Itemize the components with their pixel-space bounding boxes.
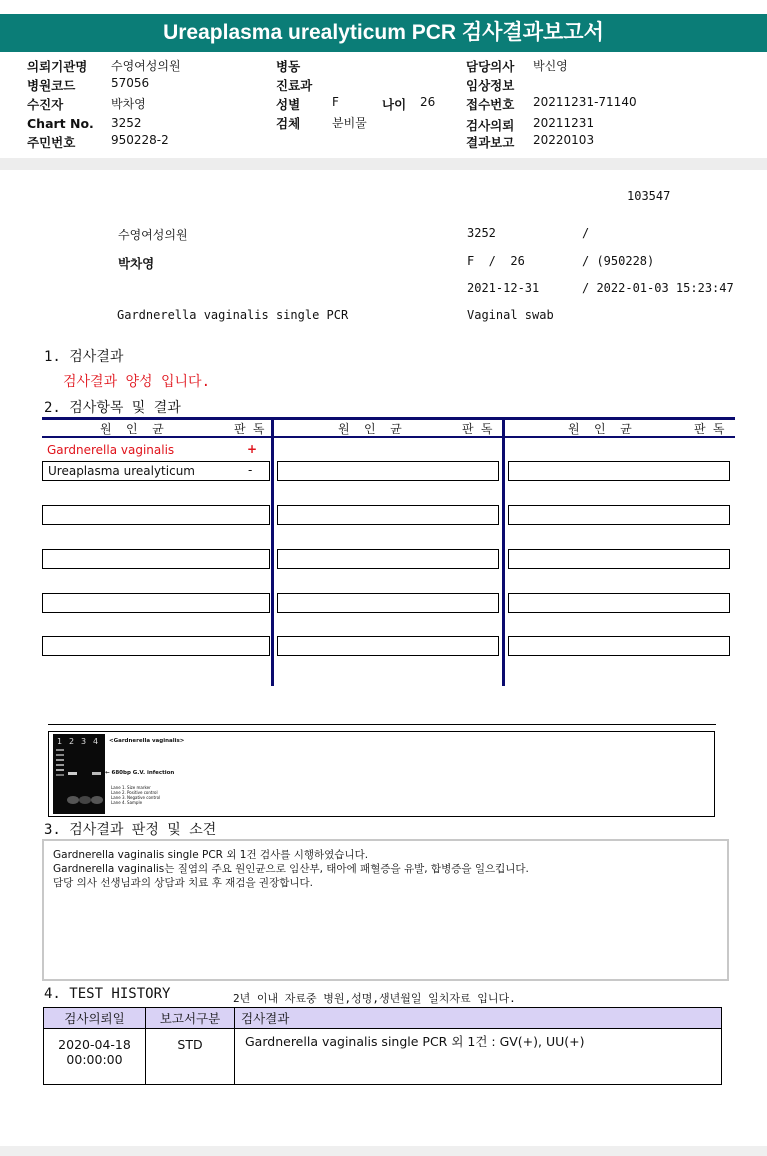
empty-cell [508,461,730,481]
empty-cell [508,549,730,569]
history-cell-date [44,1029,146,1085]
empty-cell [508,636,730,656]
section3-title: 3. 검사결과 판정 및 소견 [44,822,217,838]
empty-cell [277,593,499,613]
gel-electrophoresis-image [53,734,105,814]
empty-cell [42,636,270,656]
info-patient: 박차영 [118,256,155,271]
opinion-line: 담당 의사 선생님과의 상담과 치료 후 재검을 권장합니다. [53,877,313,889]
history-time: 00:00:00 [66,1052,123,1067]
section4-title: 4. TEST HISTORY [44,986,171,1002]
header-label-clinic: 의뢰기관명 [27,59,88,74]
header-value-receipt-no: 20211231-71140 [533,95,637,109]
col-header-judge-3: 판 독 [694,422,725,436]
report-title: Ureaplasma urealyticum PCR 검사결과보고서 [0,14,767,52]
result-row-ureaplasma-name: Ureaplasma urealyticum [48,464,195,478]
history-type: STD [146,1029,235,1085]
result-row-gardnerella-result: + [247,442,258,456]
history-header-result: 검사결과 [235,1008,722,1029]
gel-bands-graphic [53,734,105,814]
col-header-pathogen-3: 원 인 균 [568,422,632,436]
header-label-chart: Chart No. [27,116,94,131]
header-label-receipt-no: 접수번호 [466,97,515,112]
header-value-age: 26 [420,95,436,109]
gel-lane-label: 1 [57,737,63,746]
empty-cell [277,636,499,656]
header-label-age: 나이 [382,97,407,112]
header-label-request-date: 검사의뢰 [466,118,515,133]
history-table [43,1007,722,1085]
info-specimen: Vaginal swab [467,308,554,322]
section2-title: 2. 검사항목 및 결과 [44,400,181,416]
header-value-sex: F [332,95,339,109]
empty-cell [42,549,270,569]
opinion-line: Gardnerella vaginalis는 질염의 주요 원인균으로 임산부, 태아에 패혈증을 유발, 합병증을 일으킵니다. [53,863,529,875]
info-code: 103547 [627,189,671,203]
empty-cell [42,505,270,525]
gel-lane-label: 4 [93,737,99,746]
header-value-request-date: 20211231 [533,116,595,130]
info-clinic: 수영여성의원 [118,228,188,242]
gel-legend-item: Lane 2. Positive control [111,790,158,795]
col-header-pathogen-2: 원 인 균 [338,422,402,436]
gel-lane-label: 3 [81,737,87,746]
header-label-hospital-code: 병원코드 [27,78,76,93]
history-date: 2020-04-18 [58,1037,131,1052]
history-row [44,1029,722,1085]
empty-cell [277,461,499,481]
header-label-clinical-info: 임상정보 [466,78,515,93]
gel-image-box [48,731,715,817]
history-note: 2년 이내 자료중 병원,성명,생년월일 일치자료 입니다. [233,992,516,1005]
gel-caption: <Gardnerella vaginalis> [109,738,185,744]
header-label-department: 진료과 [276,78,313,93]
info-slash: / [582,226,590,240]
opinion-line: Gardnerella vaginalis single PCR 외 1건 검사를 시행하였습니다. [53,849,369,861]
history-header-date: 검사의뢰일 [44,1008,146,1029]
empty-cell [508,505,730,525]
info-test-name: Gardnerella vaginalis single PCR [117,308,349,322]
header-value-doctor: 박신영 [533,59,568,73]
header-label-doctor: 담당의사 [466,59,515,74]
header-label-sex: 성별 [276,97,301,112]
section1-title: 1. 검사결과 [44,349,124,365]
header-label-ward: 병동 [276,59,301,74]
opinion-text [53,848,529,890]
header-value-chart: 3252 [111,116,142,130]
header-label-report-date: 결과보고 [466,135,515,150]
header-value-clinic: 수영여성의원 [111,59,181,73]
header-value-resident-id: 950228-2 [111,133,169,147]
gel-legend-item: Lane 3. Negative control [111,795,161,800]
gel-legend-item: Lane 4. Sample [111,800,143,805]
grid-divider-1 [271,417,274,686]
header-value-report-date: 20220103 [533,133,595,147]
section1-result: 검사결과 양성 입니다. [63,374,211,390]
empty-cell [508,593,730,613]
col-header-judge-1: 판 독 [234,422,265,436]
header-value-specimen: 분비물 [332,116,367,130]
header-label-resident-id: 주민번호 [27,135,76,150]
empty-cell [277,505,499,525]
empty-cell [42,593,270,613]
gel-legend-item: Lane 1. Size marker [111,785,151,790]
info-reported: / 2022-01-03 15:23:47 [582,281,734,295]
info-birth: / (950228) [582,254,655,268]
gel-band-label: ← 680bp G.V. infection [105,770,175,776]
info-chart: 3252 [467,226,496,240]
history-result: Gardnerella vaginalis single PCR 외 1건 : GV(+), UU(+) [235,1029,722,1085]
header-label-patient: 수진자 [27,97,64,112]
result-row-ureaplasma [42,461,270,481]
header-label-specimen: 검체 [276,116,301,131]
grid-divider-2 [502,417,505,686]
info-sex-age: F / 26 [467,254,525,268]
result-row-ureaplasma-result: - [248,463,253,477]
report-title-bar [0,0,767,48]
footer-band [0,1146,767,1156]
info-received: 2021-12-31 [467,281,540,295]
gel-lane-label: 2 [69,737,75,746]
history-header-type: 보고서구분 [146,1008,235,1029]
col-header-pathogen-1: 원 인 균 [100,422,164,436]
opinion-box [42,839,729,981]
gel-legend [111,785,160,805]
header-separator [0,158,767,170]
header-value-patient: 박차영 [111,97,146,111]
result-row-gardnerella-name: Gardnerella vaginalis [47,443,175,457]
gel-top-rule [48,724,716,725]
history-header-row [44,1008,722,1029]
col-header-judge-2: 판 독 [462,422,493,436]
header-value-hospital-code: 57056 [111,76,150,90]
empty-cell [277,549,499,569]
